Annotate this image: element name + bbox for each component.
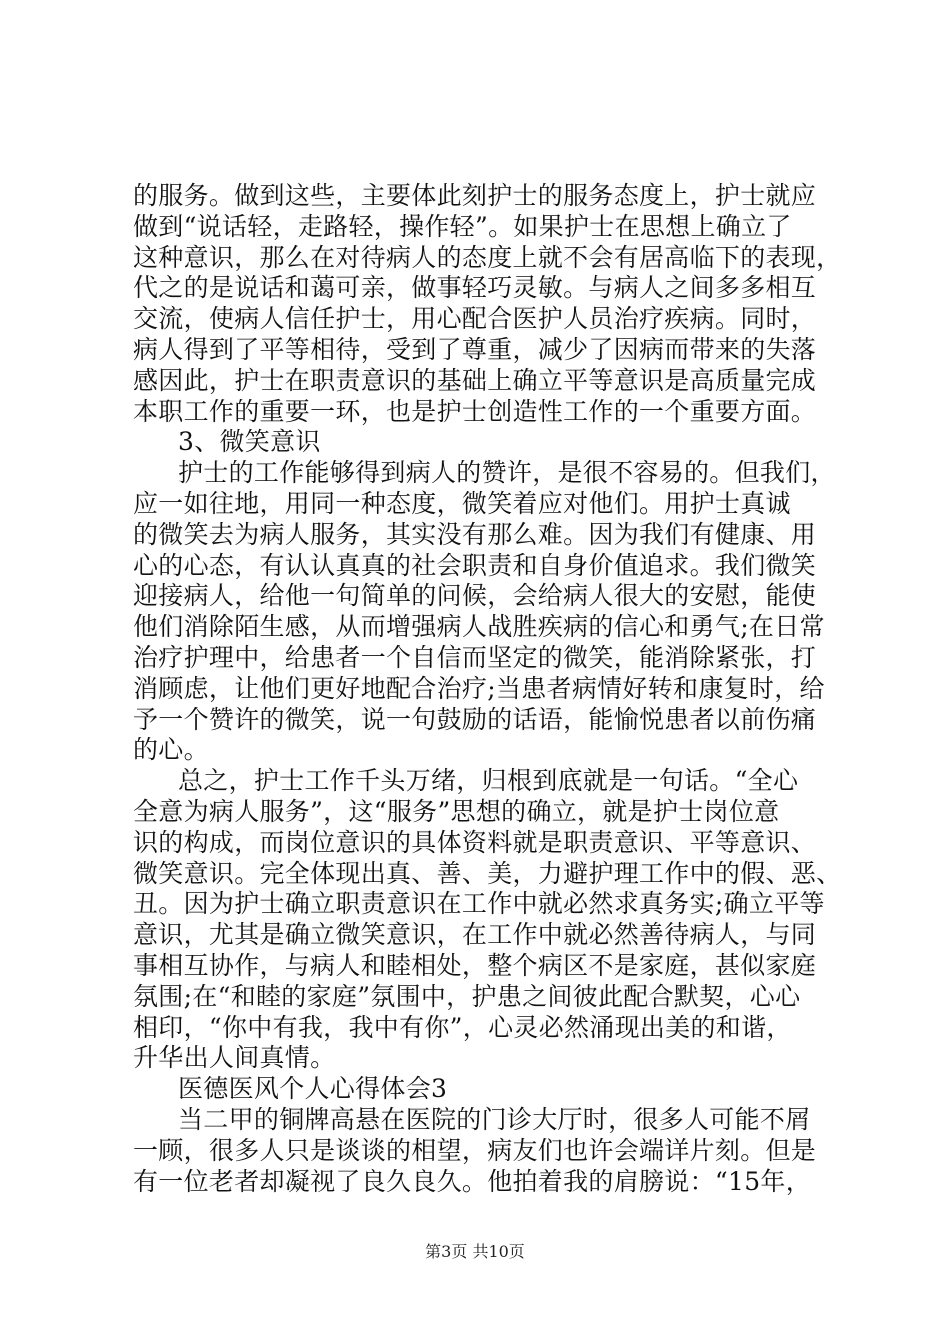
text-line: 治疗护理中，给患者一个自信而坚定的微笑，能消除紧张，打 [133,643,817,672]
text-line: 氛围;在“和睦的家庭”氛围中，护患之间彼此配合默契，心心 [133,982,801,1011]
text-line: 升华出人间真情。 [133,1043,336,1072]
text-line: 这种意识，那么在对待病人的态度上就不会有居高临下的表现， [133,243,842,272]
text-line: 的心。 [133,735,209,764]
text-line: 本职工作的重要一环，也是护士创造性工作的一个重要方面。 [133,397,817,426]
text-line: 感因此，护士在职责意识的基础上确立平等意识是高质量完成 [133,366,817,395]
text-line: 丑。因为护士确立职责意识在工作中就必然求真务实;确立平等 [133,889,825,918]
text-line: 全意为病人服务”，这“服务”思想的确立，就是护士岗位意 [133,797,780,826]
text-line: 予一个赞许的微笑，说一句鼓励的话语，能愉悦患者以前伤痛 [133,705,817,734]
text-line: 的微笑去为病人服务，其实没有那么难。因为我们有健康、用 [133,520,817,549]
page-footer: 第3页 共10页 [425,1242,525,1261]
text-line: 做到“说话轻，走路轻，操作轻”。如果护士在思想上确立了 [133,212,792,241]
text-line: 的服务。做到这些，主要体此刻护士的服务态度上，护士就应 [133,181,817,210]
text-line: 微笑意识。完全体现出真、善、美，力避护理工作中的假、恶、 [133,859,842,888]
text-line: 有一位老者却凝视了良久良久。他拍着我的肩膀说：“15年， [133,1167,811,1196]
text-line: 相印，“你中有我，我中有你”，心灵必然涌现出美的和谐， [133,1013,792,1042]
section-heading: 3、微笑意识 [178,427,321,456]
text-line: 代之的是说话和蔼可亲，做事轻巧灵敏。与病人之间多多相互 [133,273,817,302]
text-line: 护士的工作能够得到病人的赞许，是很不容易的。但我们， [178,458,836,487]
text-line: 总之，护士工作千头万绪，归根到底就是一句话。“全心 [178,766,799,795]
text-line: 交流，使病人信任护士，用心配合医护人员治疗疾病。同时， [133,304,817,333]
text-line: 消顾虑，让他们更好地配合治疗;当患者病情好转和康复时，给 [133,674,825,703]
text-line: 迎接病人，给他一句简单的问候，会给病人很大的安慰，能使 [133,581,817,610]
text-line: 心的心态，有认认真真的社会职责和自身价值追求。我们微笑 [133,551,817,580]
text-line: 他们消除陌生感，从而增强病人战胜疾病的信心和勇气;在日常 [133,612,825,641]
section-heading: 医德医风个人心得体会3 [178,1074,448,1103]
text-line: 应一如往地，用同一种态度，微笑着应对他们。用护士真诚 [133,489,791,518]
text-line: 一顾，很多人只是谈谈的相望，病友们也许会端详片刻。但是 [133,1136,817,1165]
text-line: 当二甲的铜牌高悬在医院的门诊大厅时，很多人可能不屑 [178,1105,811,1134]
text-line: 事相互协作，与病人和睦相处，整个病区不是家庭，甚似家庭 [133,951,817,980]
text-line: 意识，尤其是确立微笑意识，在工作中就必然善待病人，与同 [133,920,817,949]
text-line: 识的构成，而岗位意识的具体资料就是职责意识、平等意识、 [133,828,817,857]
text-line: 病人得到了平等相待，受到了尊重，减少了因病而带来的失落 [133,335,817,364]
